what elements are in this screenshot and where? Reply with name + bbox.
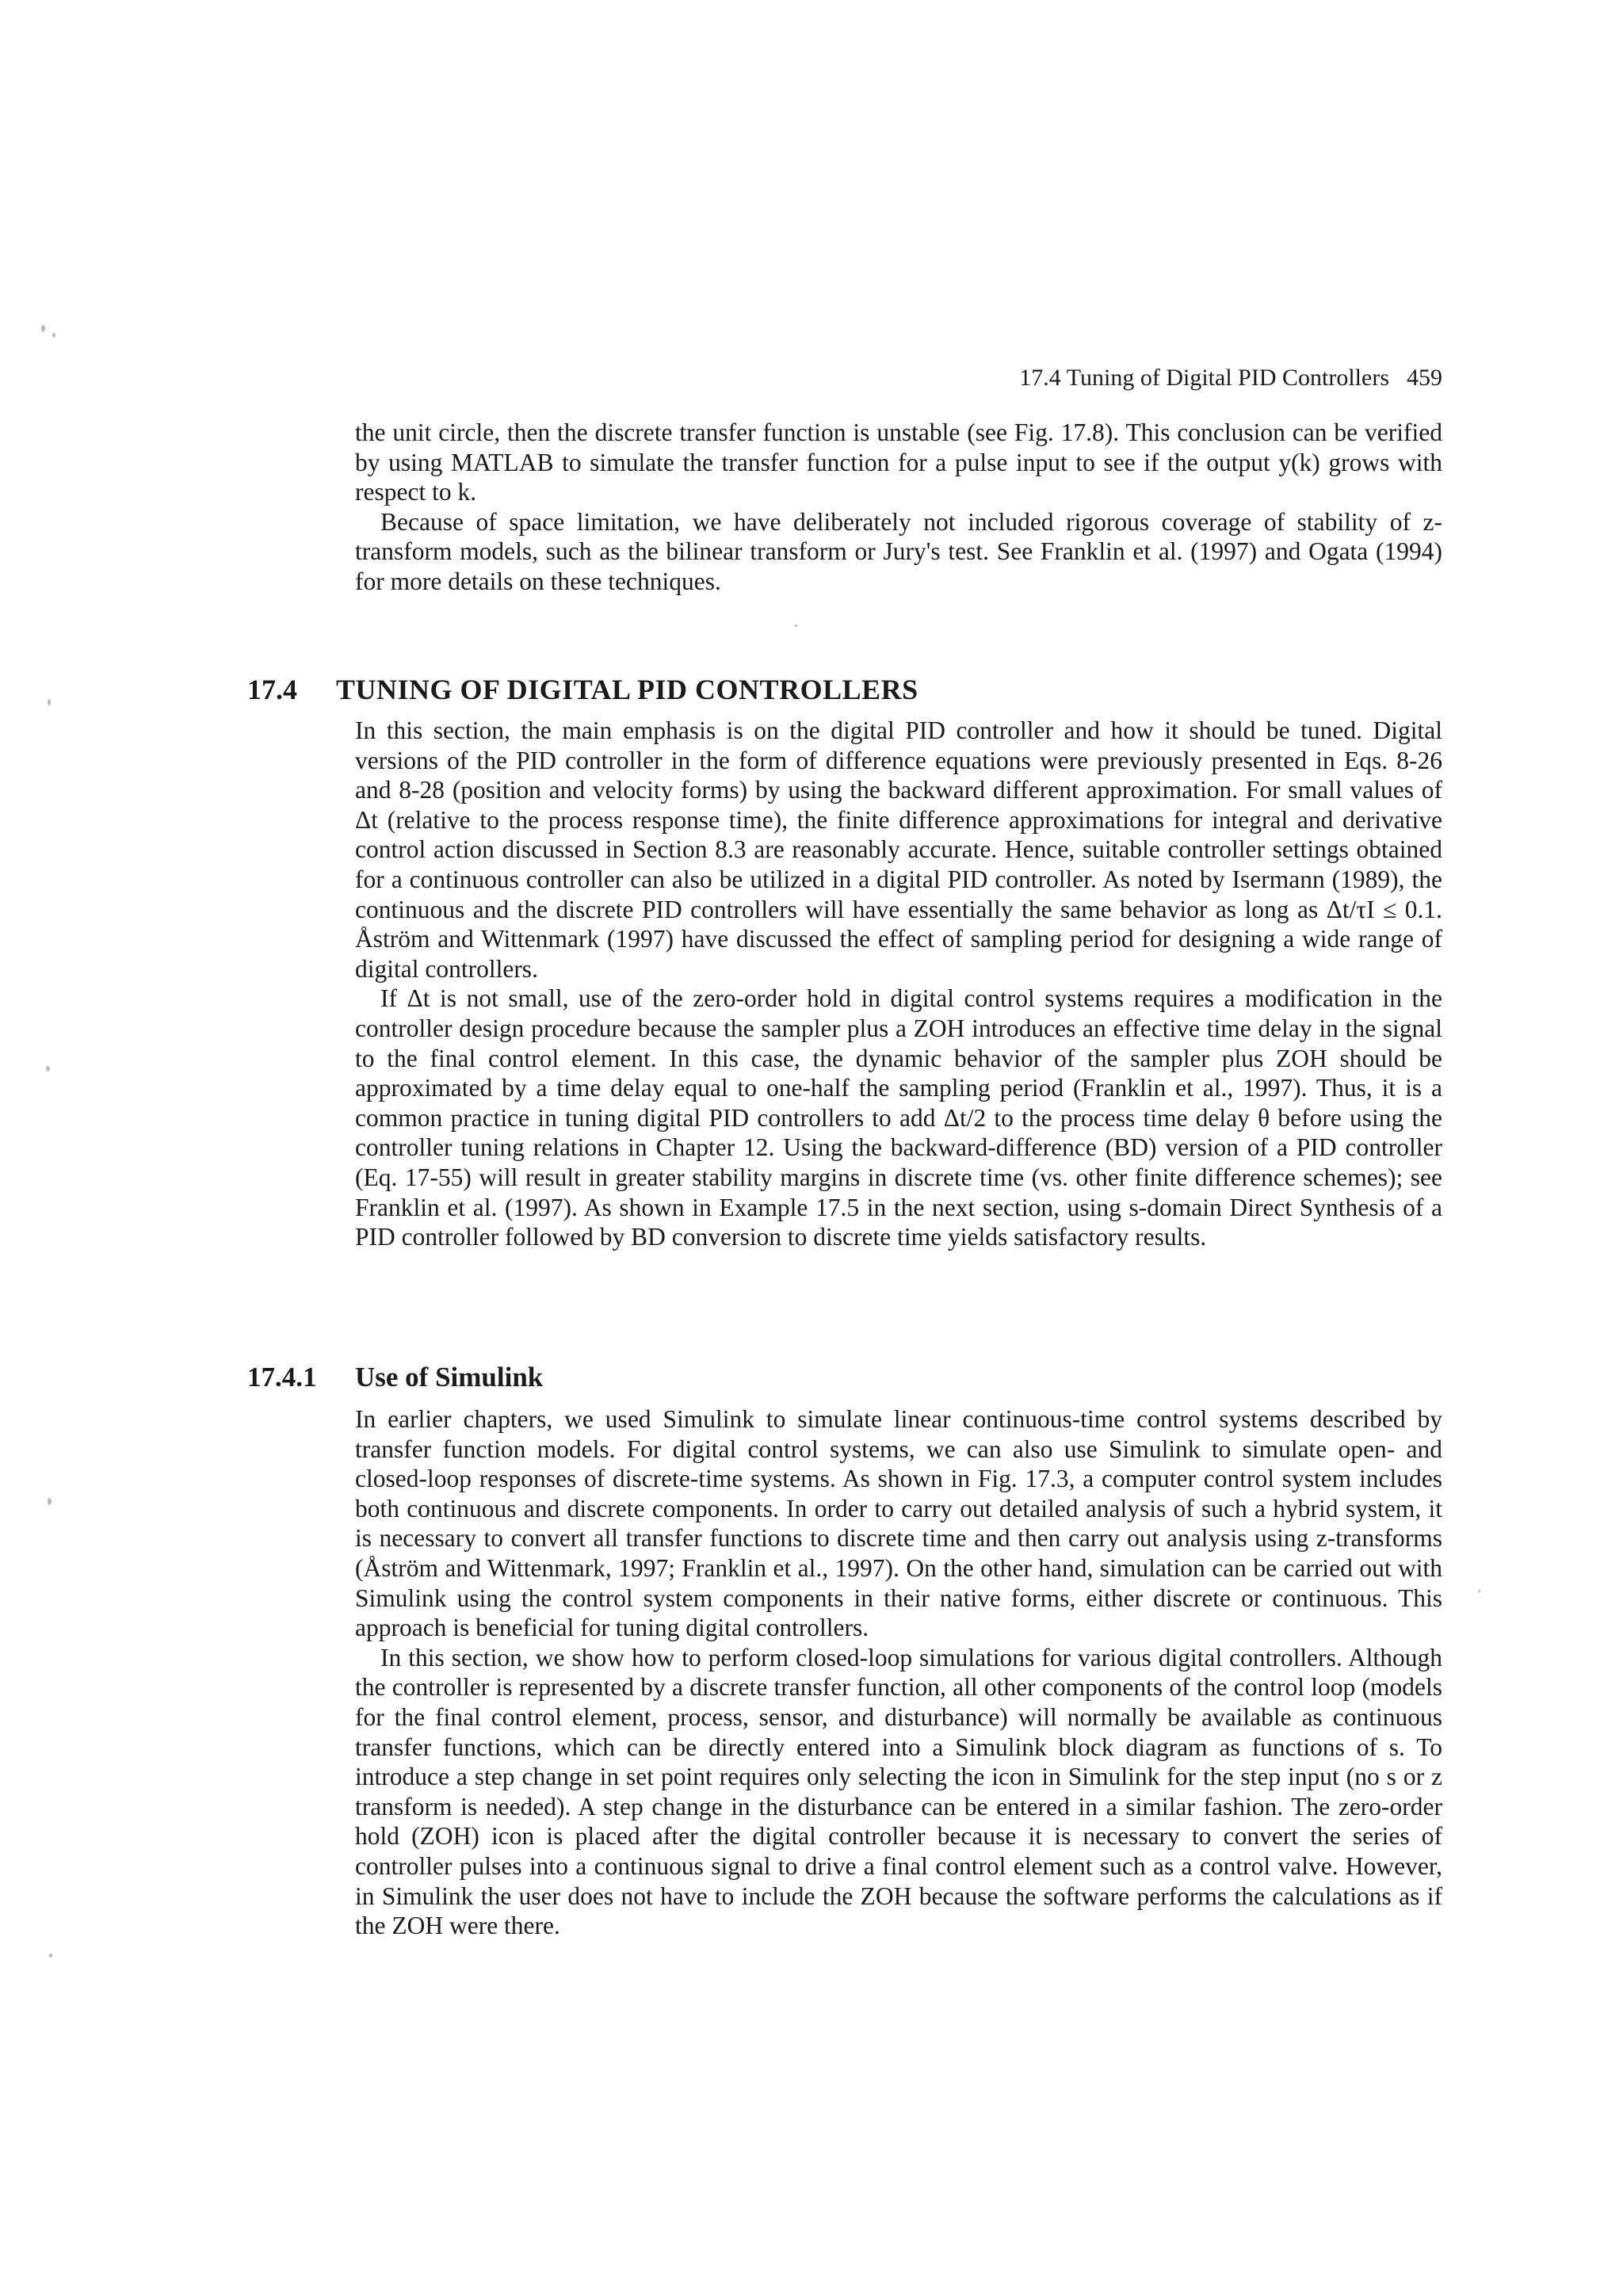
running-head-title: 17.4 Tuning of Digital PID Controllers bbox=[1019, 365, 1389, 391]
subsection-body bbox=[355, 1404, 1442, 1941]
page-number: 459 bbox=[1407, 365, 1442, 391]
scan-speck bbox=[52, 333, 55, 338]
intro-paragraph-1: the unit circle, then the discrete transfer function is unstable (see Fig. 17.8). This conclusion can be verified by using MATLAB to simulate the transfer function for a pulse input to see if the output y(k) grows with respect to k. bbox=[355, 418, 1442, 506]
section-paragraph-2: If Δt is not small, use of the zero-order hold in digital control systems requires a modification in the controller design procedure because the sampler plus a ZOH introduces an effective time delay in the signal to the final control element. In this case, the dynamic behavior of the sampler plus ZOH should be approximated by a time delay equal to one-half the sampling period (Franklin et al., 1997). Thus, it is a common practice in tuning digital PID controllers to add Δt/2 to the process time delay θ before using the controller tuning relations in Chapter 12. Using the backward-difference (BD) version of a PID controller (Eq. 17-55) will result in greater stability margins in discrete time (vs. other finite difference schemes); see Franklin et al. (1997). As shown in Example 17.5 in the next section, using s-domain Direct Synthesis of a PID controller followed by BD conversion to discrete time yields satisfactory results. bbox=[355, 984, 1442, 1251]
scan-speck bbox=[49, 1954, 52, 1958]
scan-speck bbox=[48, 1498, 52, 1505]
subsection-number: 17.4.1 bbox=[247, 1362, 317, 1392]
section-paragraph-1: In this section, the main emphasis is on the digital PID controller and how it should be tuned. Digital versions of the PID controller in the form of difference equations were previously presented in Eqs. 8-26 and 8-28 (position and velocity forms) by using the backward different approximation. For small values of Δt (relative to the process response time), the finite difference approximations for integral and derivative control action discussed in Section 8.3 are reasonably accurate. Hence, suitable controller settings obtained for a continuous controller can also be utilized in a digital PID controller. As noted by Isermann (1989), the continuous and the discrete PID controllers will have essentially the same behavior as long as Δt/τI ≤ 0.1. Åström and Wittenmark (1997) have discussed the effect of sampling period for designing a wide range of digital controllers. bbox=[355, 716, 1442, 983]
scan-speck bbox=[1478, 1590, 1480, 1592]
scan-speck bbox=[41, 325, 45, 332]
section-body bbox=[355, 716, 1442, 1252]
subsection-title: Use of Simulink bbox=[355, 1362, 544, 1392]
scan-speck bbox=[48, 699, 51, 705]
section-title: TUNING OF DIGITAL PID CONTROLLERS bbox=[336, 674, 918, 705]
section-heading bbox=[247, 672, 918, 707]
subsection-heading bbox=[247, 1360, 543, 1395]
intro-paragraph-2: Because of space limitation, we have deliberately not included rigorous coverage of stability of z-transform models, such as the bilinear transform or Jury's test. See Franklin et al. (1997) and Ogata (1994) for more details on these techniques. bbox=[355, 507, 1442, 595]
subsection-paragraph-2: In this section, we show how to perform closed-loop simulations for various digital controllers. Although the controller is represented by a discrete transfer function, all other components of the control loop (models for the final control element, process, sensor, and disturbance) will normally be available as continuous transfer functions, which can be directly entered into a Simulink block diagram as functions of s. To introduce a step change in set point requires only selecting the icon in Simulink for the step input (no s or z transform is needed). A step change in the disturbance can be entered in a similar fashion. The zero-order hold (ZOH) icon is placed after the digital controller because it is necessary to convert the series of controller pulses into a continuous signal to drive a final control element such as a control valve. However, in Simulink the user does not have to include the ZOH because the software performs the calculations as if the ZOH were there. bbox=[355, 1643, 1442, 1940]
section-number: 17.4 bbox=[247, 674, 297, 705]
running-head bbox=[935, 363, 1442, 393]
scan-speck bbox=[46, 1066, 50, 1072]
intro-text bbox=[355, 418, 1442, 597]
subsection-paragraph-1: In earlier chapters, we used Simulink to simulate linear continuous-time control systems described by transfer function models. For digital control systems, we can also use Simulink to simulate open- and closed-loop responses of discrete-time systems. As shown in Fig. 17.3, a computer control system includes both continuous and discrete components. In order to carry out detailed analysis of such a hybrid system, it is necessary to convert all transfer functions to discrete time and then carry out analysis using z-transforms (Åström and Wittenmark, 1997; Franklin et al., 1997). On the other hand, simulation can be carried out with Simulink using the control system components in their native forms, either discrete or continuous. This approach is beneficial for tuning digital controllers. bbox=[355, 1405, 1442, 1642]
scan-speck bbox=[795, 625, 797, 627]
